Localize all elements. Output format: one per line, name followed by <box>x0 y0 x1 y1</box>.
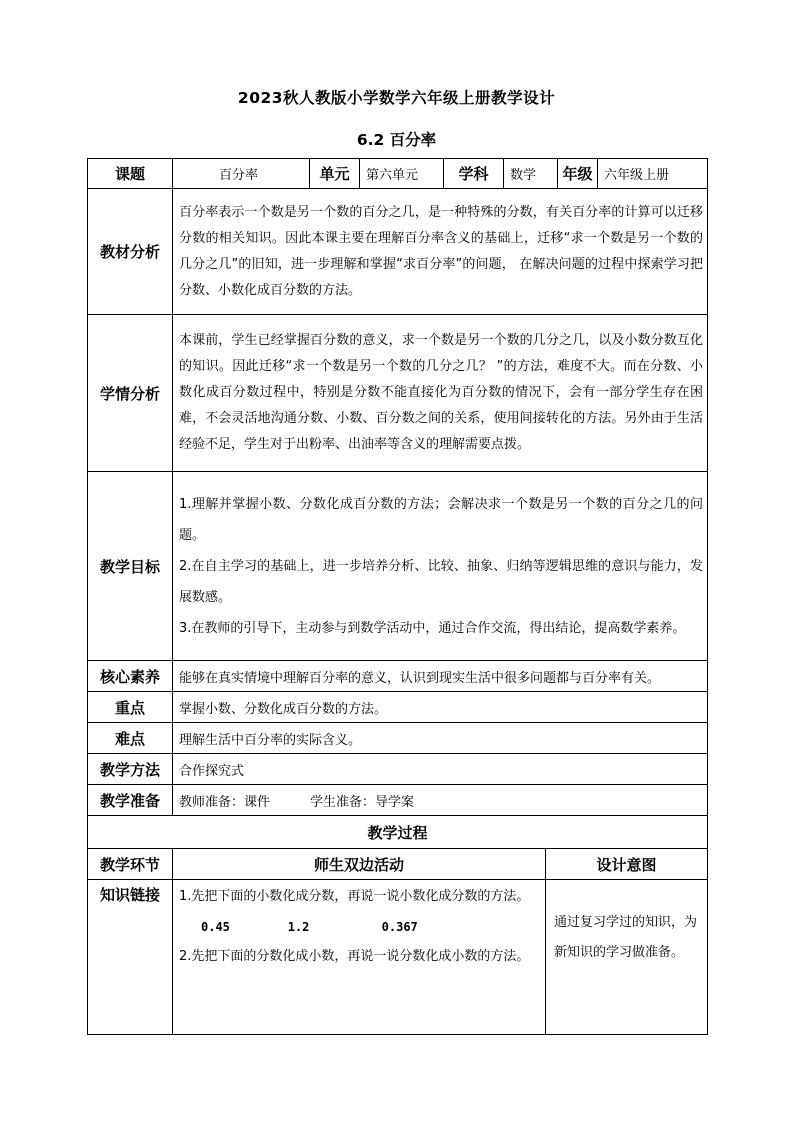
header-row <box>88 159 708 189</box>
objectives-row <box>88 472 708 661</box>
teacher-preparation: 教师准备：课件 <box>179 794 271 810</box>
subject-label: 学科 <box>444 159 504 189</box>
topic-label: 课题 <box>88 159 173 189</box>
grade-label: 年级 <box>558 159 598 189</box>
activity-content <box>173 880 546 1035</box>
key-point-text: 掌握小数、分数化成百分数的方法。 <box>173 692 708 723</box>
document-subtitle: 6.2 百分率 <box>356 131 437 149</box>
preparation-content <box>173 785 708 816</box>
document-title: 2023秋人教版小学数学六年级上册教学设计 <box>237 89 556 107</box>
stage-column-header: 教学环节 <box>88 849 173 880</box>
difficulty-text: 理解生活中百分率的实际含义。 <box>173 723 708 754</box>
student-analysis-row <box>88 315 708 472</box>
key-point-row <box>88 692 708 723</box>
textbook-analysis-label: 教材分析 <box>88 189 173 315</box>
objectives-content <box>173 472 708 661</box>
number-value: 0.367 <box>381 920 418 934</box>
stage-knowledge-link: 知识链接 <box>88 880 173 1035</box>
student-analysis-label: 学情分析 <box>88 315 173 472</box>
difficulty-label: 难点 <box>88 723 173 754</box>
objective-item: 1.理解并掌握小数、分数化成百分数的方法；会解决求一个数是另一个数的百分之几的问题。 <box>179 496 704 543</box>
objective-item: 3.在教师的引导下，主动参与到数学活动中，通过合作交流，得出结论，提高数学素养。 <box>179 620 686 636</box>
knowledge-link-row <box>88 880 708 1035</box>
preparation-row <box>88 785 708 816</box>
grade-value: 六年级上册 <box>598 159 708 189</box>
process-columns-row <box>88 849 708 880</box>
number-value: 1.2 <box>287 920 310 934</box>
topic-value: 百分率 <box>173 159 310 189</box>
core-literacy-label: 核心素养 <box>88 661 173 692</box>
number-value: 0.45 <box>201 920 230 934</box>
design-column-header: 设计意图 <box>546 849 708 880</box>
unit-value: 第六单元 <box>360 159 444 189</box>
activity-item: 1.先把下面的小数化成分数，再说一说小数化成分数的方法。 <box>179 889 530 904</box>
activity-item: 2.先把下面的分数化成小数，再说一说分数化成小数的方法。 <box>179 949 530 964</box>
lesson-plan-table <box>87 158 708 1035</box>
student-analysis-text: 本课前，学生已经掌握百分数的意义，求一个数是另一个数的几分之几，以及小数分数互化的知识。因此迁移“求一个数是另一个数的几分之几？ ”的方法，难度不大。而在分数、小数化成百分数过程中，特别是分数不能直接化为百分数的情况下，会有一部分学生存在困难，不会灵活地沟通分数、小数、百分数之间的关系，使用间接转化的方法。另外由于生活经验不足，学生对于出粉率、出油率等含义的理解需要点拨。 <box>173 315 708 472</box>
preparation-label: 教学准备 <box>88 785 173 816</box>
design-intent-text: 通过复习学过的知识，为新知识的学习做准备。 <box>546 880 708 1035</box>
difficulty-row <box>88 723 708 754</box>
subject-value: 数学 <box>504 159 558 189</box>
method-row <box>88 754 708 785</box>
decimal-numbers <box>179 912 541 942</box>
method-text: 合作探究式 <box>173 754 708 785</box>
textbook-analysis-row <box>88 189 708 315</box>
objective-item: 2.在自主学习的基础上，进一步培养分析、比较、抽象、归纳等逻辑思维的意识与能力，发展数感。 <box>179 558 704 605</box>
textbook-analysis-text: 百分率表示一个数是另一个数的百分之几，是一种特殊的分数，有关百分率的计算可以迁移分数的相关知识。因此本课主要在理解百分率含义的基础上，迁移“求一个数是另一个数的几分之几”的旧知，进一步理解和掌握“求百分率”的问题， 在解决问题的过程中探索学习把分数、小数化成百分数的方法。 <box>173 189 708 315</box>
core-literacy-row <box>88 661 708 692</box>
method-label: 教学方法 <box>88 754 173 785</box>
unit-label: 单元 <box>310 159 360 189</box>
process-heading-row <box>88 816 708 849</box>
key-point-label: 重点 <box>88 692 173 723</box>
student-preparation: 学生准备：导学案 <box>310 794 415 810</box>
activity-column-header: 师生双边活动 <box>173 849 546 880</box>
core-literacy-text: 能够在真实情境中理解百分率的意义，认识到现实生活中很多问题都与百分率有关。 <box>173 661 708 692</box>
objectives-label: 教学目标 <box>88 472 173 661</box>
process-heading: 教学过程 <box>88 816 708 849</box>
